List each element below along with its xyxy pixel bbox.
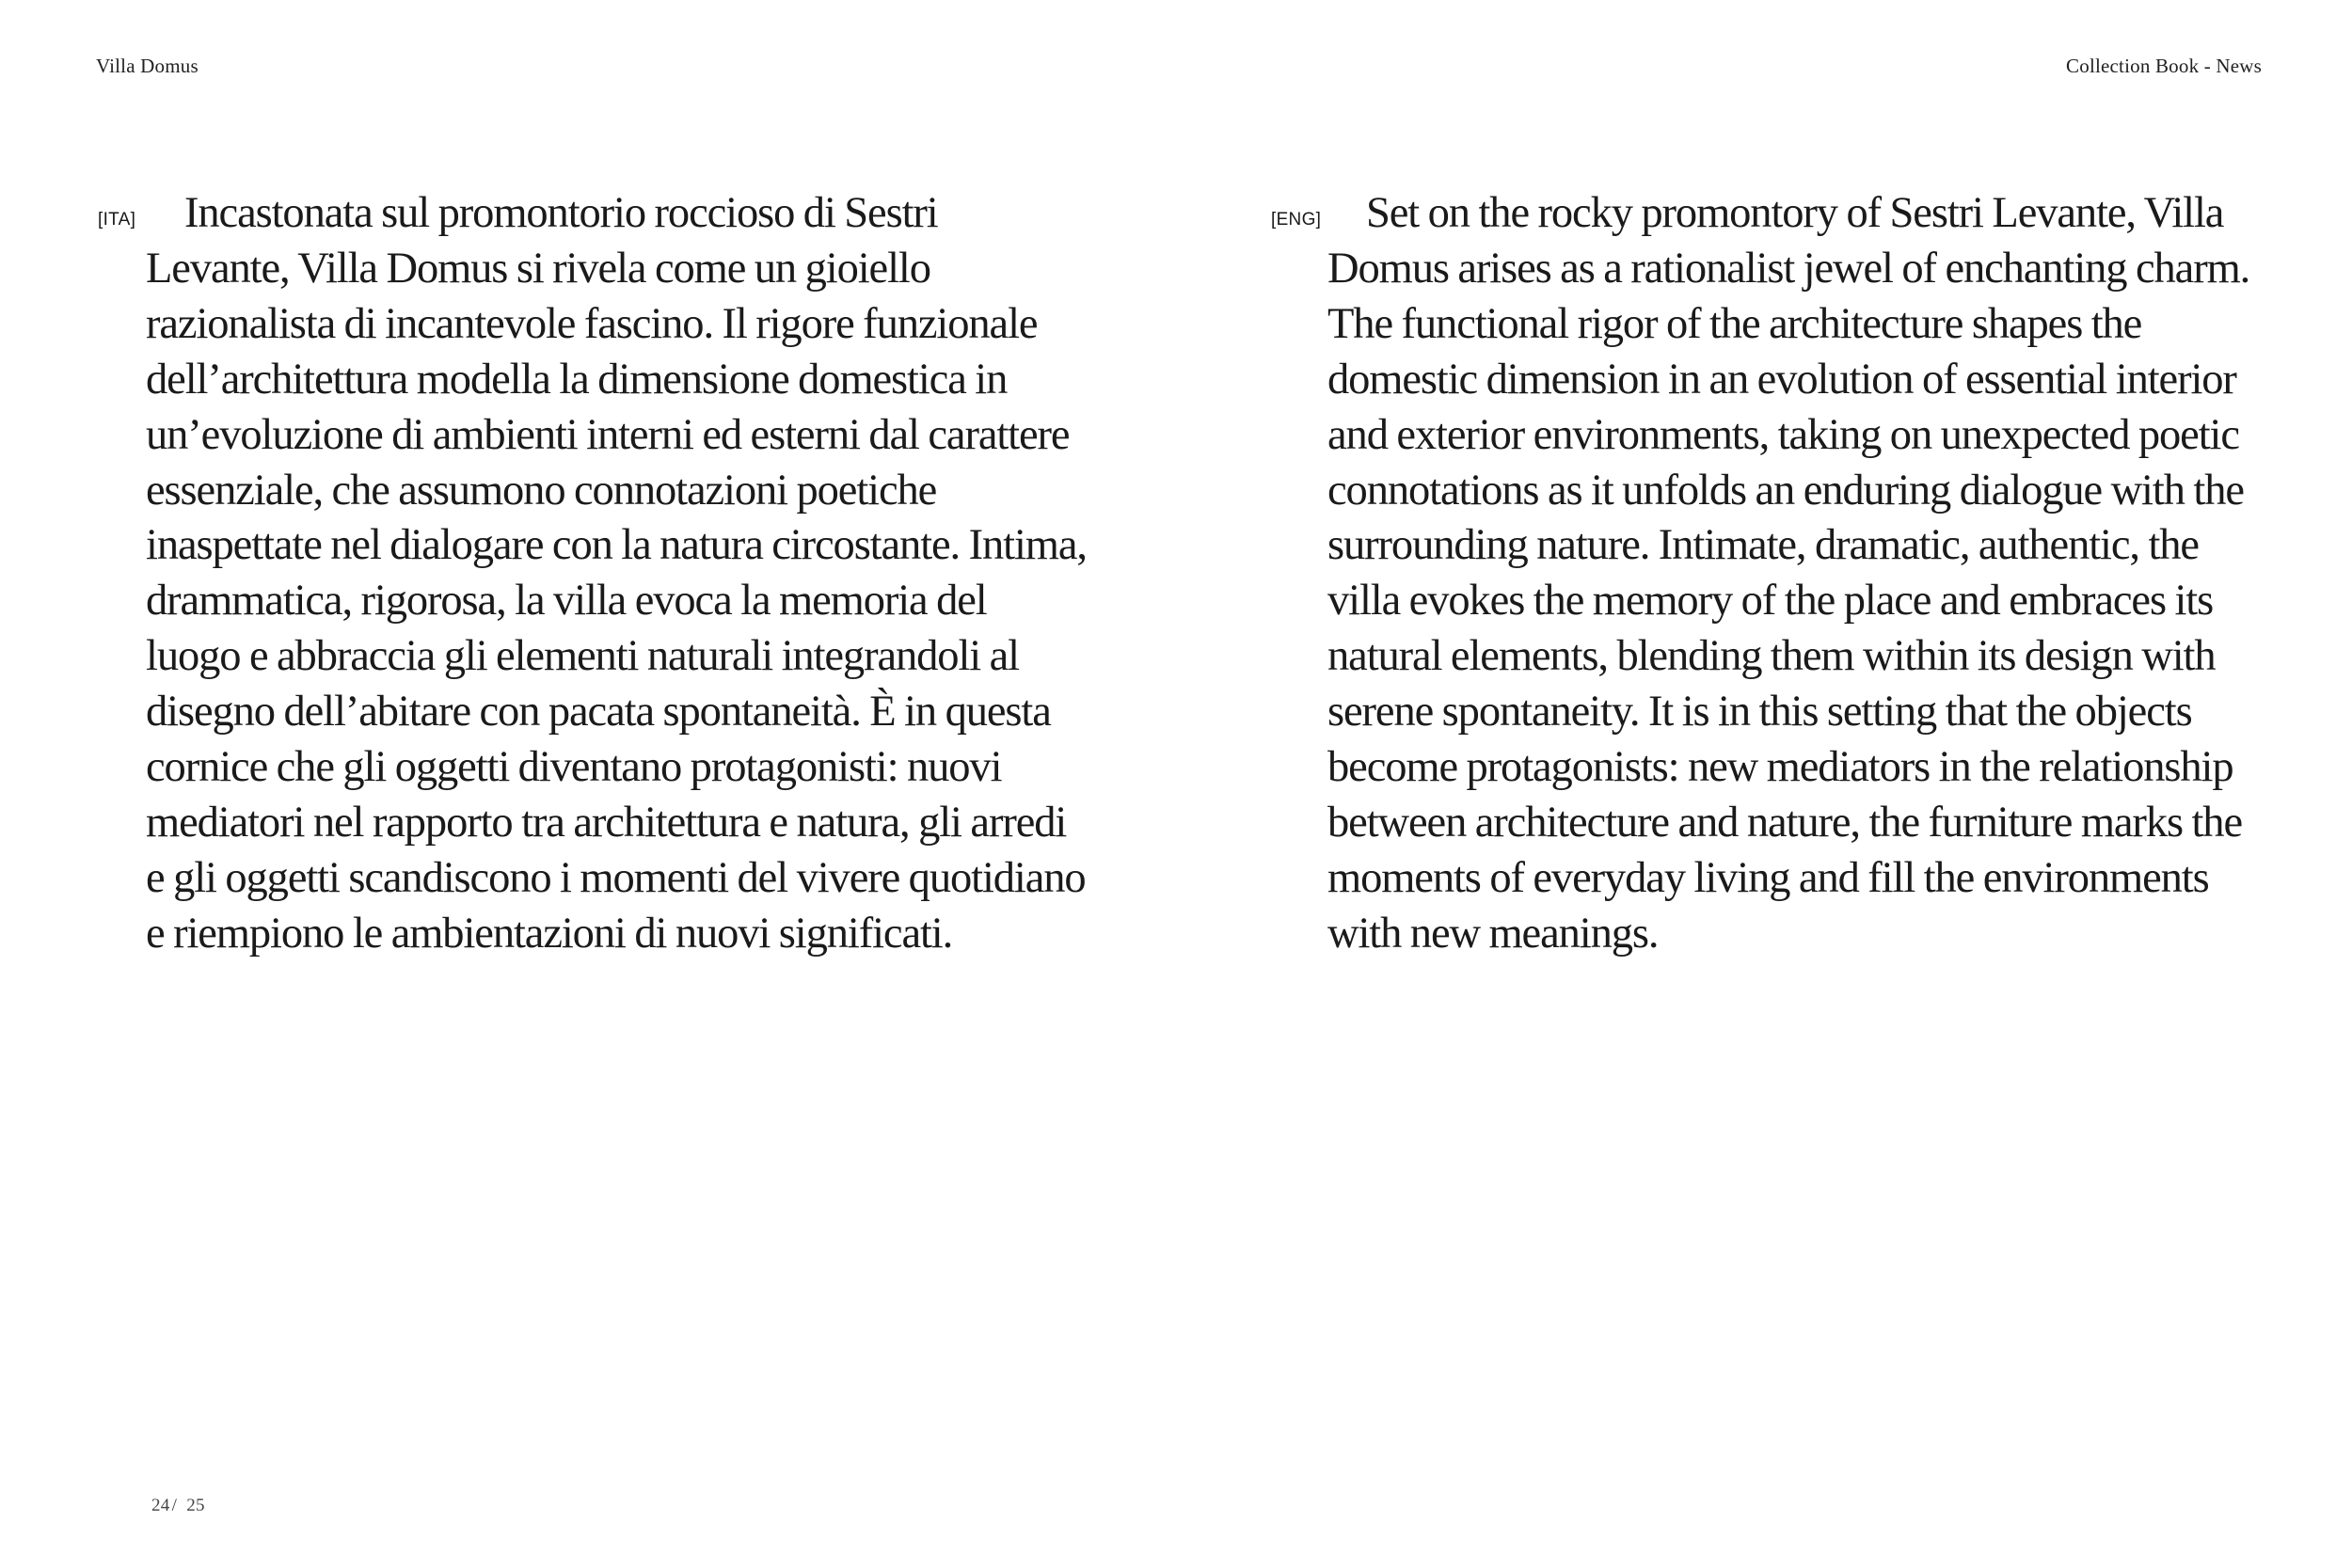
- italian-paragraph: Incastonata sul promontorio roccioso di Sestri Levante, Villa Domus si rivela come un gioiello razionalista di incantevole fascino. Il rigore funzionale dell’architettura modella la dimensione domestica in un’evoluzione di ambienti interni ed esterni dal carattere essenziale, che assumono connotazioni poetiche inaspettate nel dialogare con la natura circostante. Intima, drammatica, rigorosa, la villa evoca la memoria del luogo e abbraccia gli elementi naturali integrandoli al disegno dell’abitare con pacata spontaneità. È in questa cornice che gli oggetti diventano protagonisti: nuovi mediatori nel rapporto tra architettura e natura, gli arredi e gli oggetti scandiscono i momenti del vivere quotidiano e riempiono le ambientazioni di nuovi significati.: [146, 189, 1087, 958]
- english-column: [1271, 186, 2278, 962]
- page-number-separator: /: [171, 1496, 178, 1515]
- italian-column: [98, 186, 1087, 962]
- page-number-right: 25: [186, 1496, 205, 1515]
- page-number-left: 24: [151, 1496, 170, 1515]
- language-tag-eng: [ENG]: [1271, 210, 1322, 230]
- language-tag-ita: [ITA]: [98, 210, 136, 230]
- header-brand-title: Villa Domus: [96, 55, 199, 77]
- english-paragraph: Set on the rocky promontory of Sestri Levante, Villa Domus arises as a rationalist jewel of enchanting charm. The functional rigor of the architecture shapes the domestic dimension in an evolution of essential interior and exterior environments, taking on unexpected poetic connotations as it unfolds an enduring dialogue with the surrounding nature. Intimate, dramatic, authentic, the villa evokes the memory of the place and embraces its natural elements, blending them within its design with serene spontaneity. It is in this setting that the objects become protagonists: new mediators in the relationship between architecture and nature, the furniture marks the moments of everyday living and fill the environments with new meanings.: [1327, 189, 2250, 958]
- header-section-title: Collection Book - News: [2066, 55, 2262, 77]
- page-numbers: [151, 1496, 205, 1516]
